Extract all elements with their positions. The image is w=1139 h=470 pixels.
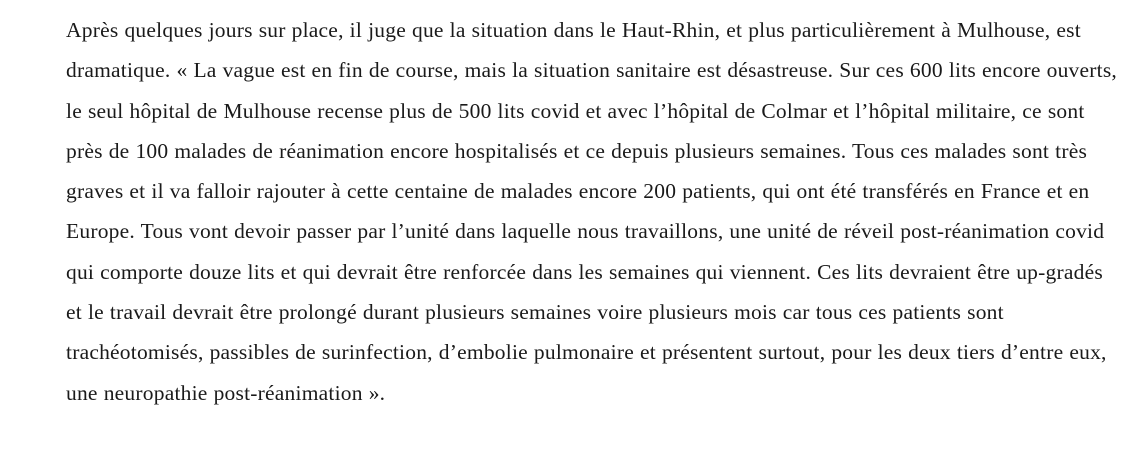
- article-paragraph: Après quelques jours sur place, il juge que la situation dans le Haut-Rhin, et plus particulièrement à Mulhouse, est dramatique. « La vague est en fin de course, mais la situation sanitaire est désastreuse. Sur ces 600 lits encore ouverts, le seul hôpital de Mulhouse recense plus de 500 lits covid et avec l’hôpital de Colmar et l’hôpital militaire, ce sont près de 100 malades de réanimation encore hospitalisés et ce depuis plusieurs semaines. Tous ces malades sont très graves et il va falloir rajouter à cette centaine de malades encore 200 patients, qui ont été transférés en France et en Europe. Tous vont devoir passer par l’unité dans laquelle nous travaillons, une unité de réveil post-réanimation covid qui comporte douze lits et qui devrait être renforcée dans les semaines qui viennent. Ces lits devraient être up-gradés et le travail devrait être prolongé durant plusieurs semaines voire plusieurs mois car tous ces patients sont trachéotomisés, passibles de surinfection, d’embolie pulmonaire et présentent surtout, pour les deux tiers d’entre eux, une neuropathie post-réanimation ».: [66, 18, 1117, 405]
